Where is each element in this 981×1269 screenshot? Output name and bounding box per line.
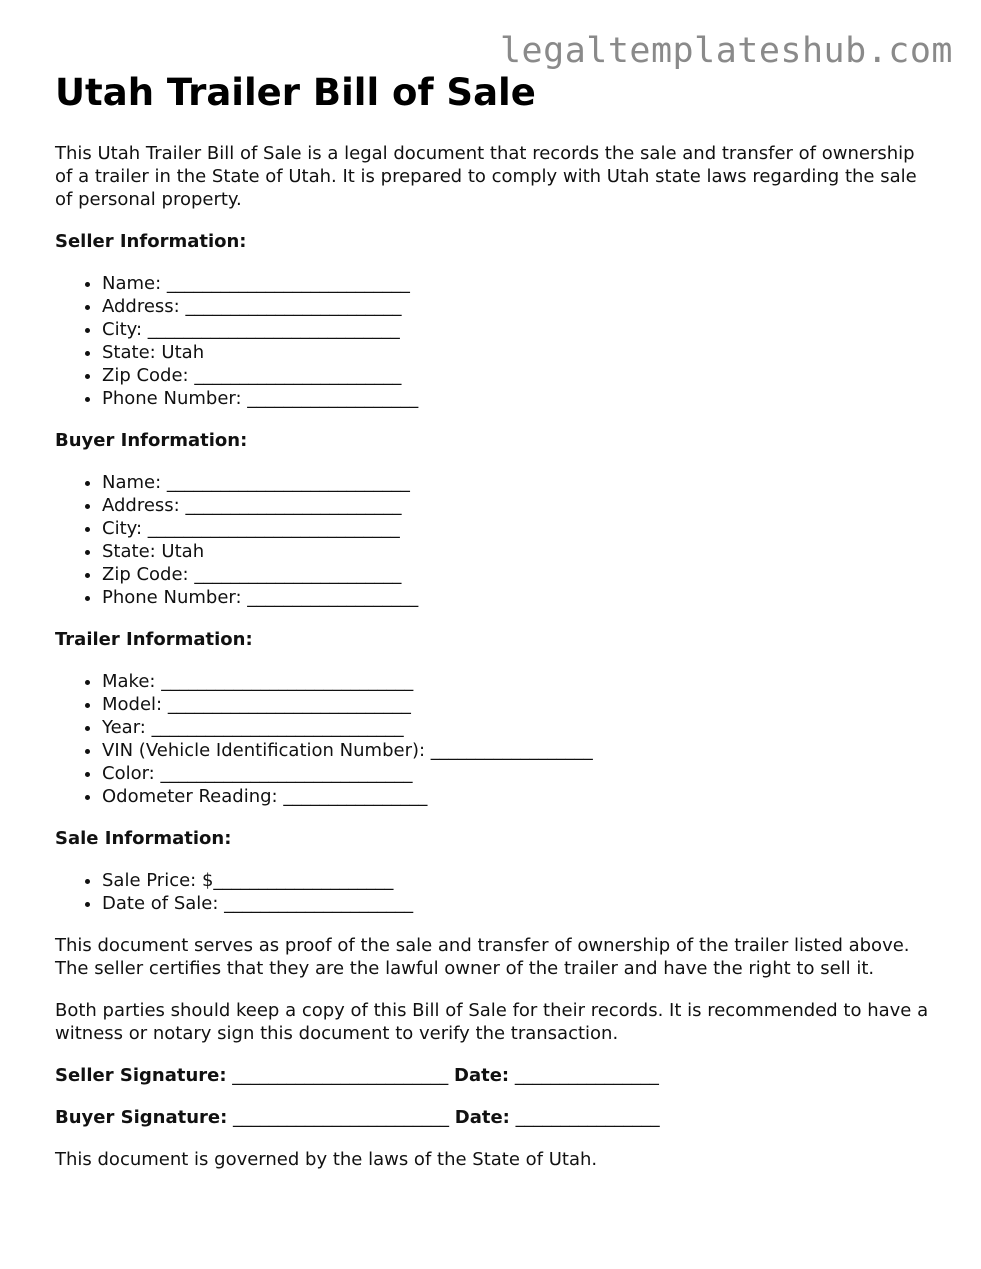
buyer-heading: Buyer Information: <box>55 430 248 451</box>
trailer-vin-field: • VIN (Vehicle Identification Number): __________________ <box>102 739 935 762</box>
watermark: legaltemplateshub.com <box>499 31 953 71</box>
sale-heading: Sale Information: <box>55 828 232 849</box>
seller-date-label: Date: <box>454 1065 510 1086</box>
trailer-year-field: • Year: ____________________________ <box>102 716 935 739</box>
buyer-date-blank: ________________ <box>515 1107 660 1128</box>
seller-date-blank: ________________ <box>514 1065 659 1086</box>
trailer-color-field: • Color: ____________________________ <box>102 762 935 785</box>
buyer-signature-blank: ________________________ <box>233 1107 450 1128</box>
seller-heading: Seller Information: <box>55 231 247 252</box>
seller-name-field: • Name: ___________________________ <box>102 272 935 295</box>
intro-paragraph: This Utah Trailer Bill of Sale is a legal document that records the sale and transfer of ownership of a trailer in the State of Utah. It is prepared to comply with Utah state laws regarding the sale of personal property. <box>55 143 917 210</box>
seller-list <box>55 272 935 410</box>
sale-list <box>55 869 935 915</box>
seller-signature-blank: ________________________ <box>232 1065 449 1086</box>
sale-price-field: • Sale Price: $____________________ <box>102 869 935 892</box>
buyer-state-field: • State: Utah <box>102 540 935 563</box>
buyer-signature-line <box>55 1106 935 1129</box>
seller-address-field: • Address: ________________________ <box>102 295 935 318</box>
buyer-name-field: • Name: ___________________________ <box>102 471 935 494</box>
seller-signature-label: Seller Signature: <box>55 1065 227 1086</box>
document-title: Utah Trailer Bill of Sale <box>55 71 536 114</box>
seller-zip-field: • Zip Code: _______________________ <box>102 364 935 387</box>
proof-paragraph: This document serves as proof of the sale and transfer of ownership of the trailer listed above. The seller certifies that they are the lawful owner of the trailer and have the right to sell it. <box>55 935 910 979</box>
trailer-model-field: • Model: ___________________________ <box>102 693 935 716</box>
copy-paragraph: Both parties should keep a copy of this Bill of Sale for their records. It is recommended to have a witness or notary sign this document to verify the transaction. <box>55 1000 929 1044</box>
buyer-city-field: • City: ____________________________ <box>102 517 935 540</box>
seller-signature-line <box>55 1064 935 1087</box>
sale-date-field: • Date of Sale: _____________________ <box>102 892 935 915</box>
trailer-odometer-field: • Odometer Reading: ________________ <box>102 785 935 808</box>
governing-law-paragraph: This document is governed by the laws of the State of Utah. <box>55 1149 598 1170</box>
buyer-date-label: Date: <box>454 1107 510 1128</box>
seller-phone-field: • Phone Number: ___________________ <box>102 387 935 410</box>
buyer-list <box>55 471 935 609</box>
trailer-heading: Trailer Information: <box>55 629 253 650</box>
seller-state-field: • State: Utah <box>102 341 935 364</box>
seller-city-field: • City: ____________________________ <box>102 318 935 341</box>
buyer-signature-label: Buyer Signature: <box>55 1107 228 1128</box>
buyer-phone-field: • Phone Number: ___________________ <box>102 586 935 609</box>
document-page <box>55 66 935 1171</box>
buyer-zip-field: • Zip Code: _______________________ <box>102 563 935 586</box>
buyer-address-field: • Address: ________________________ <box>102 494 935 517</box>
trailer-list <box>55 670 935 808</box>
trailer-make-field: • Make: ____________________________ <box>102 670 935 693</box>
